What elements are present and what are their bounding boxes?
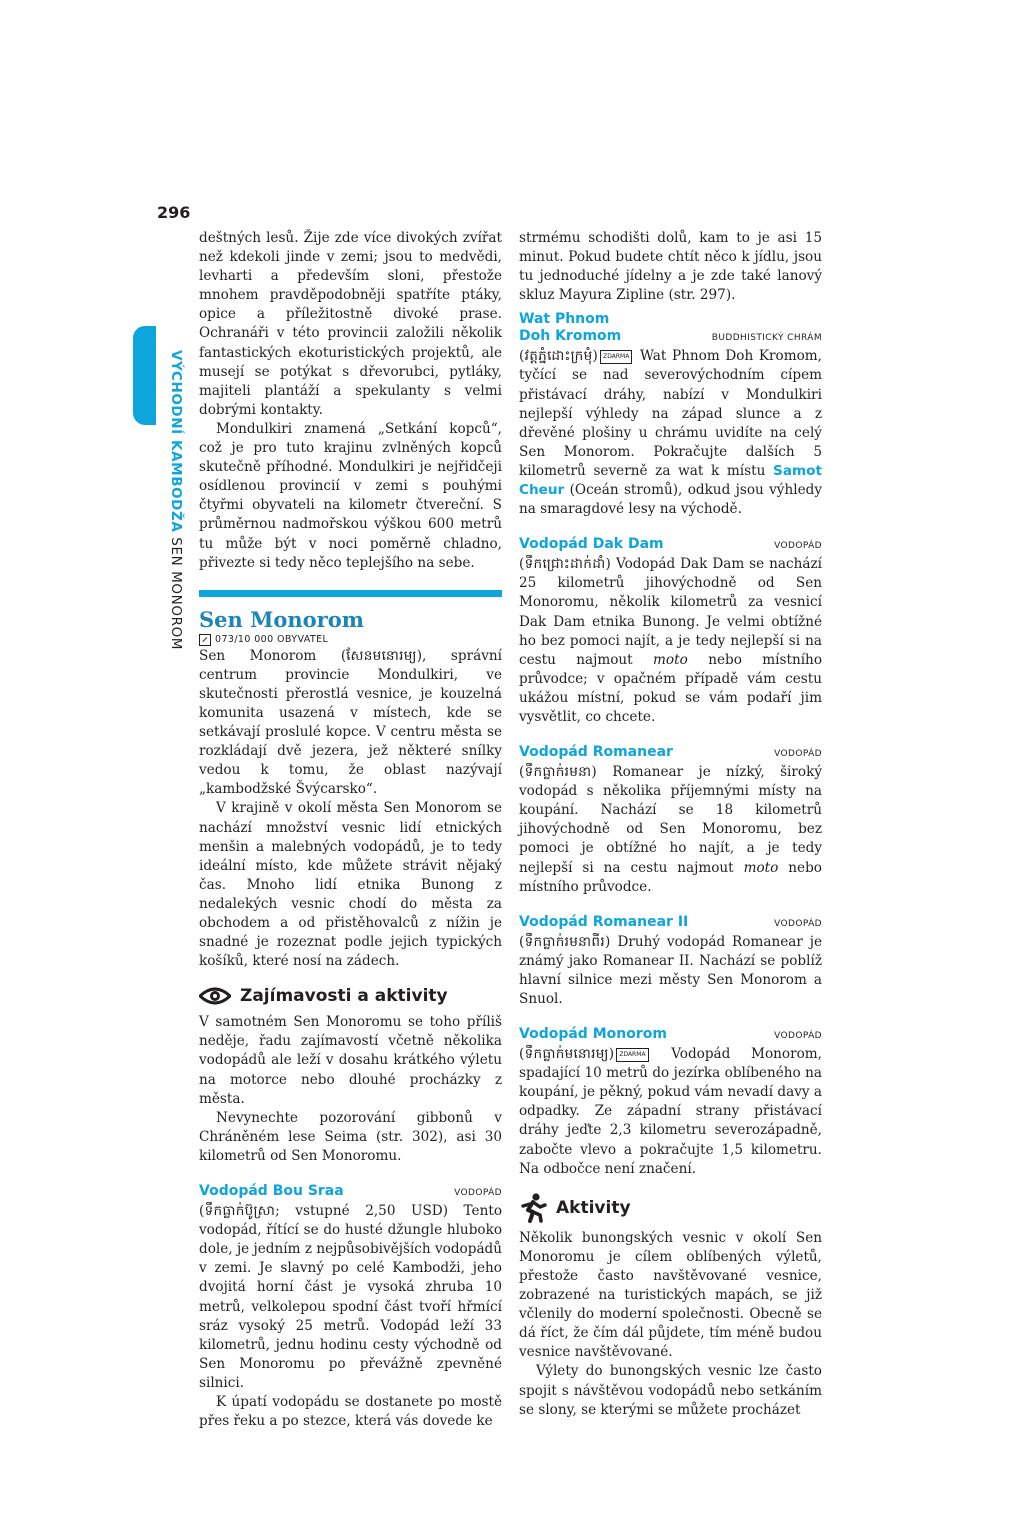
entry-text: (ទឹកធ្លាក់មនោរម្យ) ZDARMA Vodopád Monorom, spadající 10 metrů do jezírka oblíbeného na koupání, je pěkný, pokud vám nevadí davy a odpadky. Ze západní strany přistávací dráhy jeďte 2,3 kilometru severozápadně, zabočte vlevo a pokračujte 1,5 kilometru. Na odbočce není značení.: [519, 1046, 823, 1177]
paragraph: Mondulkiri znamená „Setkání kopců“, což je pro tuto krajinu zvlněných kopců skutečně příhodné. Mondulkiri je nejřidčeji osídlenou provincií v zemi s pouhými čtyřmi obyvateli na kilometr čtvereční. S průměrnou nadmořskou výškou 600 metrů tu může být v noci poměrně chladno, přivezte si tedy něco teplejšího na sebe.: [199, 420, 502, 571]
paragraph: Několik bunongských vesnic v okolí Sen Monoromu je cílem oblíbených výletů, přestože často navštěvované vesnice, zobrazené na turistických mapách, se již včlenily do moderní společnosti. Obecně se dá říct, že čím dál půjdete, tím méně budou vesnice navštěvované.: [519, 1229, 822, 1361]
phone-icon: [199, 634, 211, 646]
activities-title: Aktivity: [556, 1197, 631, 1218]
entry-text: (ទឹកជ្រោះដាក់ដាំ) Vodopád Dak Dam se nachází 25 kilometrů jihovýchodně od Sen Monoromu, několik kilometrů za vesnicí Dak Dam etnika Bunong. Je velmi obtížné ho bez pomoci najít, a je tedy nejlepší si na cestu najmout moto nebo místního průvodce; v opačném případě vám cestu ukážou místní, pokud se vám podaří jim vysvětlit, co chcete.: [519, 556, 822, 725]
place-name: Samot Cheur: [519, 462, 822, 499]
entry-type: VODOPÁD: [774, 1031, 822, 1042]
entry-type: VODOPÁD: [774, 918, 822, 929]
right-column: [519, 229, 822, 1420]
paragraph: Sen Monorom (សែនមនោរម្យ), správní centrum provincie Mondulkiri, ve skutečnosti přerostlá vesnice, je kouzelná komunita usazená v místech, kde se setkávají proslulé kopce. V centru města se rozkládají dvě jezera, jež některé snílky vedou k tomu, že oblast nazývají „kambodžské Švýcarsko“.: [199, 647, 502, 798]
chapter-label-region: VÝCHODNÍ KAMBODŽA: [168, 350, 184, 533]
entry-text: (ទឹកធ្លាក់រមនា) Romanear je nízký, široký vodopád s několika příjemnými místy na koupání. Nachází se 18 kilometrů jihovýchodně od Sen Monoromu, bez pomoci je obtížné ho najít, a je tedy nejlepší si na cestu najmout moto nebo místního průvodce.: [519, 764, 822, 895]
entry-heading: [519, 1026, 822, 1045]
entry-heading: [519, 311, 822, 347]
sights-heading: [199, 985, 502, 1007]
chapter-tab: [133, 326, 156, 425]
chapter-label-town: SEN MONOROM: [168, 532, 184, 651]
paragraph: V krajině v okolí města Sen Monorom se nachází množství vesnic lidí etnických menšin a malebných vodopádů, je to tedy ideální místo, kde můžete strávit nějaký čas. Mnoho lidí etnika Bunong z nedalekých vesnic chodí do města za obchodem a od přistěhovalců z nížin je snadné je rozeznat podle jejich typických košíků, které nosí na zádech.: [199, 800, 502, 970]
running-person-icon: [519, 1193, 547, 1223]
activities-heading: [519, 1193, 822, 1223]
entry-heading: [199, 1183, 502, 1202]
paragraph: deštných lesů. Žije zde více divokých zvířat než kdekoli jinde v zemi; jsou to medvědi, levharti a především sloni, přestože mnohem pravděpodobněji spatříte ptáky, opice a příležitostně divoké prase. Ochranáři v této provincii založili několik fantastických ekoturistických projektů, ale musejí se potýkat s dřevorubci, pytláky, majiteli plantáží a spekulanty s velmi dobrými kontakty.: [199, 230, 502, 418]
entry-name: Vodopád Romanear II: [519, 913, 689, 930]
paragraph: strmému schodišti dolů, kam to je asi 15 minut. Pokud budete chtít něco k jídlu, jsou tu jednoduché jídelny a je zde také lanový skluz Mayura Zipline (str. 297).: [519, 230, 822, 304]
left-column: [199, 229, 502, 1431]
entry-name: Vodopád Bou Sraa: [199, 1183, 344, 1200]
entry-type: BUDDHISTICKÝ CHRÁM: [711, 333, 822, 344]
eye-icon: [199, 986, 231, 1006]
entry-name: Wat Phnom: [519, 311, 610, 328]
free-badge: ZDARMA: [600, 350, 632, 364]
section-title: Sen Monorom: [199, 606, 364, 632]
entry-type: VODOPÁD: [774, 749, 822, 760]
chapter-label: [166, 350, 186, 670]
section-rule: [199, 590, 502, 597]
population-line: [199, 633, 502, 647]
entry-heading: [519, 914, 822, 933]
entry-type: VODOPÁD: [774, 541, 822, 552]
entry-text: (ទឹកធ្លាក់រមនាពីរ) Druhý vodopád Romanear je známý jako Romanear II. Nachází se poblíž hlavní silnice mezi městy Sen Monorom a Snuol.: [519, 933, 822, 1007]
paragraph: Nevynechte pozorování gibbonů v Chráněném lese Seima (str. 302), asi 30 kilometrů od Sen Monoromu.: [199, 1109, 502, 1164]
paragraph: V samotném Sen Monoromu se toho příliš neděje, řadu zajímavostí včetně několika vodopádů ale leží v dosahu krátkého výletu na motorce nebo dlouhé procházky z města.: [199, 1014, 502, 1107]
entry-name: Vodopád Dak Dam: [519, 536, 664, 553]
entry-heading: [519, 536, 822, 555]
entry-heading: [519, 744, 822, 763]
population-text: 073/10 000 OBYVATEL: [215, 633, 329, 645]
khmer-name: សែនមនោរម្យ: [346, 647, 417, 664]
entry-text: (វត្តភ្នំដោះក្រមុំ) ZDARMA Wat Phnom Doh Kromom, tyčící se nad severovýchodním cípem přistávací dráhy, nabízí v Mondulkiri nejlepší výhledy na západ slunce a z dřevěné plošiny u chrámu uvidíte na celý Sen Monorom. Pokračujte dalších 5 kilometrů severně za wat k místu Samot Cheur (Oceán stromů), odkud jsou výhledy na smaragdové lesy na východě.: [519, 348, 823, 518]
entry-name-cont: Doh Kromom: [519, 328, 622, 345]
page-number: 296: [157, 203, 191, 222]
free-badge: ZDARMA: [616, 1048, 648, 1062]
entry-name: Vodopád Romanear: [519, 744, 673, 761]
entry-type: VODOPÁD: [454, 1188, 502, 1199]
entry-text: (ទឹកធ្លាក់ប៊ូស្រា; vstupné 2,50 USD) Tento vodopád, řítící se do husté džungle hluboko dole, je jedním z nejpůsobivějších vodopádů v zemi. Je slavný po celé Kambodži, jeho dvojitá horní část je vysoká zhruba 10 metrů, velkolepou spodní část tvoří hřmící sráz vysoký 25 metrů. Vodopád leží 33 kilometrů, jednu hodinu cesty východně od Sen Monoromu po převážně zpevněné silnici.: [199, 1203, 502, 1391]
entry-name: Vodopád Monorom: [519, 1026, 667, 1043]
paragraph: K úpatí vodopádu se dostanete po mostě přes řeku a po stezce, která vás dovede ke: [199, 1393, 502, 1430]
sights-title: Zajímavosti a aktivity: [240, 986, 448, 1007]
paragraph: Výlety do bunongských vesnic lze často spojit s návštěvou vodopádů nebo setkáním se slony, se kterými se můžete procházet: [519, 1363, 822, 1418]
